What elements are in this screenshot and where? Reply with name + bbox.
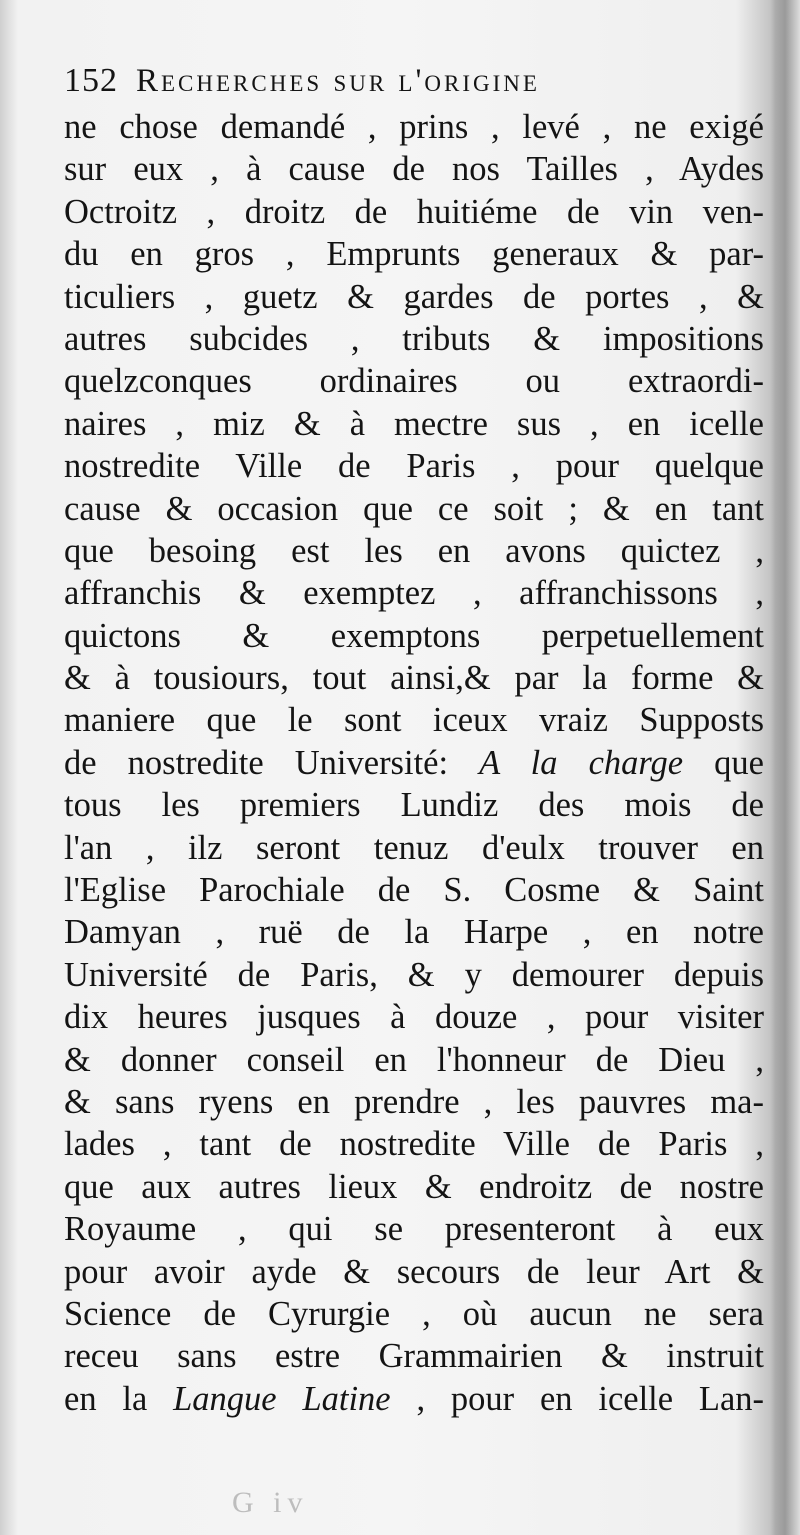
text-line [64, 827, 764, 869]
text-segment: ticuliers , guetz & gardes de portes , & [64, 277, 764, 316]
text-segment: dix heures jusques à douze , pour visiter [64, 998, 764, 1037]
book-page [64, 62, 764, 1420]
text-line [64, 1166, 764, 1208]
text-line [64, 191, 764, 233]
text-line [64, 1335, 764, 1377]
text-line [64, 360, 764, 402]
signature-mark: G iv [232, 1486, 309, 1519]
text-line [64, 233, 764, 275]
text-line [64, 1208, 764, 1250]
text-line [64, 954, 764, 996]
text-segment: & donner conseil en l'honneur de Dieu , [64, 1040, 764, 1079]
text-line [64, 1378, 764, 1420]
text-line [64, 1039, 764, 1081]
page-number: 152 [64, 62, 118, 99]
page-header [64, 62, 764, 106]
text-segment: quelzconques ordinaires ou extraordi- [64, 362, 764, 401]
running-head: Recherches sur l'origine [136, 63, 540, 99]
text-segment: que aux autres lieux & endroitz de nostre [64, 1167, 764, 1206]
text-line [64, 276, 764, 318]
text-line [64, 572, 764, 614]
text-segment: receu sans estre Grammairien & instruit [64, 1337, 764, 1376]
text-segment: Octroitz , droitz de huitiéme de vin ven- [64, 192, 764, 231]
text-segment: en la [64, 1379, 174, 1418]
body-text [64, 106, 764, 1420]
text-segment: de nostredite Université: [64, 743, 480, 782]
text-line [64, 1081, 764, 1123]
text-segment: que [683, 743, 764, 782]
italic-phrase: Langue Latine [173, 1379, 391, 1418]
text-segment: , pour en icelle Lan- [390, 1379, 765, 1418]
text-line [64, 657, 764, 699]
text-line [64, 911, 764, 953]
text-segment: autres subcides , tributs & impositions [64, 319, 764, 358]
text-line [64, 445, 764, 487]
text-segment: maniere que le sont iceux vraiz Supposts [64, 701, 764, 740]
text-segment: Royaume , qui se presenteront à eux [64, 1210, 764, 1249]
text-segment: l'an , ilz seront tenuz d'eulx trouver en [64, 828, 764, 867]
text-segment: du en gros , Emprunts generaux & par- [64, 235, 764, 274]
text-segment: sur eux , à cause de nos Tailles , Aydes [64, 150, 764, 189]
text-line [64, 869, 764, 911]
book-binding-shadow [770, 0, 800, 1535]
text-segment: ne chose demandé , prins , levé , ne exigé [64, 108, 764, 146]
text-segment: affranchis & exemptez , affranchissons , [64, 574, 764, 613]
text-line [64, 1293, 764, 1335]
text-segment: Damyan , ruë de la Harpe , en notre [64, 913, 764, 952]
text-segment: nostredite Ville de Paris , pour quelque [64, 447, 764, 486]
text-segment: que besoing est les en avons quictez , [64, 531, 764, 570]
text-segment: cause & occasion que ce soit ; & en tant [64, 489, 764, 528]
text-segment: & sans ryens en prendre , les pauvres ma- [64, 1082, 764, 1121]
text-line [64, 742, 764, 784]
text-line [64, 488, 764, 530]
text-line [64, 996, 764, 1038]
text-segment: lades , tant de nostredite Ville de Paris , [64, 1125, 764, 1164]
text-segment: pour avoir ayde & secours de leur Art & [64, 1252, 764, 1291]
text-segment: l'Eglise Parochiale de S. Cosme & Saint [64, 871, 764, 910]
text-segment: Science de Cyrurgie , où aucun ne sera [64, 1294, 764, 1333]
text-line [64, 530, 764, 572]
text-line [64, 615, 764, 657]
text-line [64, 148, 764, 190]
text-line [64, 1251, 764, 1293]
italic-phrase: A la charge [479, 743, 684, 782]
text-segment: & à tousiours, tout ainsi,& par la forme & [64, 659, 764, 698]
text-segment: naires , miz & à mectre sus , en icelle [64, 404, 764, 443]
text-line [64, 318, 764, 360]
text-line [64, 403, 764, 445]
text-line [64, 106, 764, 148]
text-segment: quictons & exemptons perpetuellement [64, 616, 764, 655]
text-segment: tous les premiers Lundiz des mois de [64, 786, 764, 825]
text-line [64, 699, 764, 741]
text-segment: Université de Paris, & y demourer depuis [64, 955, 764, 994]
text-line [64, 1123, 764, 1165]
text-line [64, 784, 764, 826]
